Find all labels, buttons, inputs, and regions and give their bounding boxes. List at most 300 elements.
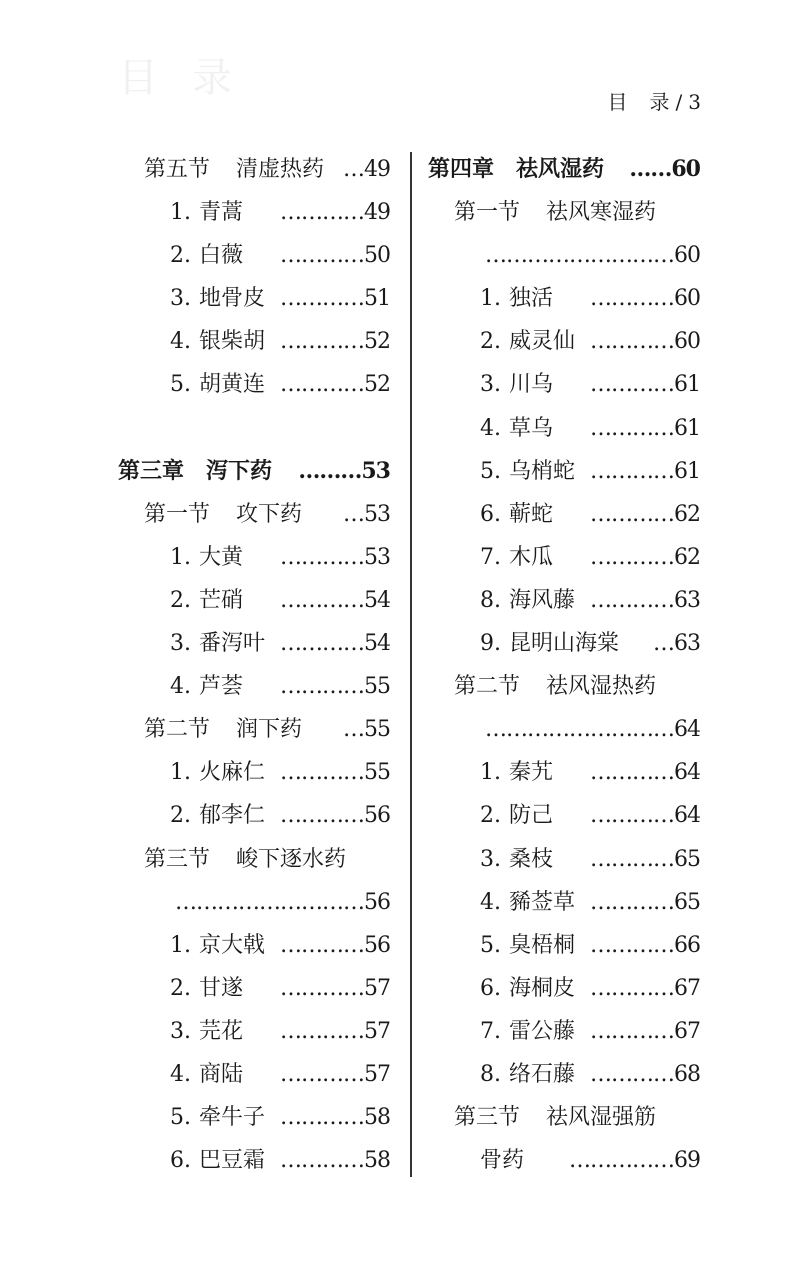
- toc-dots: ……: [629, 156, 672, 182]
- toc-entry-name: 白薇: [199, 243, 244, 269]
- toc-item: [118, 1053, 390, 1096]
- toc-item: [428, 450, 700, 493]
- toc-dots: …………: [280, 587, 364, 613]
- toc-entry-title: [170, 234, 243, 277]
- toc-dots: …………: [280, 286, 364, 312]
- toc-entry-title: [170, 191, 243, 234]
- toc-entry-title: [480, 967, 575, 1010]
- toc-entry-title: [480, 450, 575, 493]
- toc-entry-title: [480, 794, 553, 837]
- toc-entry-name: 芒硝: [199, 587, 244, 613]
- toc-page-number: 65: [674, 846, 700, 872]
- toc-dots: ……………: [569, 1148, 674, 1174]
- toc-leader: [590, 407, 700, 450]
- toc-entry-number: 2.: [170, 243, 191, 269]
- toc-leader: [590, 924, 700, 967]
- toc-item: [428, 363, 700, 406]
- toc-dots: …………: [590, 329, 674, 355]
- toc-item: [118, 320, 390, 363]
- toc-entry-title: [170, 1010, 243, 1053]
- toc-dots: …: [653, 631, 674, 657]
- toc-entry-name: 川乌: [509, 372, 554, 398]
- toc-entry-number: 1.: [170, 544, 191, 570]
- toc-dots: …………: [280, 243, 364, 269]
- toc-page-number: 52: [364, 329, 390, 355]
- toc-entry-title: [170, 1096, 265, 1139]
- toc-entry-number: 3.: [480, 846, 501, 872]
- toc-dots: …………: [280, 1148, 364, 1174]
- toc-entry-number: 6.: [170, 1148, 191, 1174]
- toc-entry-number: 6.: [480, 975, 501, 1001]
- toc-cont: [428, 234, 700, 277]
- toc-page-number: 69: [674, 1148, 700, 1174]
- toc-entry-number: 8.: [480, 587, 501, 613]
- toc-item: [428, 536, 700, 579]
- toc-entry-name: 蕲蛇: [509, 501, 554, 527]
- toc-entry-number: 3.: [480, 372, 501, 398]
- toc-entry-title: [480, 924, 575, 967]
- toc-entry-name: 雷公藤: [509, 1018, 576, 1044]
- toc-page-number: 63: [674, 587, 700, 613]
- toc-dots: …: [343, 717, 364, 743]
- toc-page-number: 66: [674, 932, 700, 958]
- toc-entry-title: [454, 191, 656, 234]
- toc-page-number: 60: [674, 329, 700, 355]
- toc-entry-name: 番泻叶: [199, 631, 266, 657]
- toc-leader: [280, 1053, 390, 1096]
- toc-page-number: 61: [674, 415, 700, 441]
- toc-item: [428, 751, 700, 794]
- toc-item: [118, 665, 390, 708]
- toc-dots: …………: [590, 975, 674, 1001]
- toc-dots: …………: [590, 760, 674, 786]
- toc-entry-title: [170, 924, 265, 967]
- toc-entry-name: 骨药: [480, 1148, 525, 1174]
- toc-item: [118, 234, 390, 277]
- toc-section: [118, 493, 390, 536]
- toc-leader: [569, 1139, 700, 1182]
- toc-entry-label: 第三章: [118, 457, 185, 484]
- toc-entry-title: [480, 751, 553, 794]
- toc-entry-name: 防己: [509, 803, 554, 829]
- toc-page-number: 57: [364, 1061, 390, 1087]
- toc-item: [118, 1096, 390, 1139]
- toc-leader: [590, 794, 700, 837]
- toc-entry-number: 8.: [480, 1061, 501, 1087]
- toc-section: [428, 665, 700, 708]
- toc-leader: [280, 234, 390, 277]
- toc-page-number: 61: [674, 372, 700, 398]
- toc-entry-name: 海风藤: [509, 587, 576, 613]
- toc-leader: [590, 579, 700, 622]
- toc-entry-number: 4.: [170, 674, 191, 700]
- toc-entry-title: [480, 1010, 575, 1053]
- toc-entry-number: 5.: [480, 932, 501, 958]
- toc-dots: …: [343, 501, 364, 527]
- toc-entry-number: 4.: [170, 1061, 191, 1087]
- running-head-label: 目 录: [607, 90, 671, 114]
- toc-entry-title: [480, 1053, 575, 1096]
- toc-item: [428, 881, 700, 924]
- toc-dots: …………: [590, 544, 674, 570]
- toc-entry-name: 木瓜: [509, 544, 554, 570]
- toc-entry-title: [480, 536, 553, 579]
- toc-item: [428, 493, 700, 536]
- toc-entry-number: 4.: [480, 889, 501, 915]
- toc-entry-number: 1.: [170, 932, 191, 958]
- toc-entry-number: 3.: [170, 1018, 191, 1044]
- toc-entry-title: [480, 320, 575, 363]
- toc-page-number: 60: [671, 156, 700, 182]
- toc-entry-number: 2.: [480, 329, 501, 355]
- toc-leader: [280, 622, 390, 665]
- toc-entry-title: [144, 493, 302, 536]
- toc-entry-name: 攻下药: [236, 501, 303, 527]
- toc-cont: [118, 881, 390, 924]
- toc-leader: [280, 924, 390, 967]
- toc-entry-number: 1.: [480, 286, 501, 312]
- toc-entry-number: 7.: [480, 1018, 501, 1044]
- toc-entry-name: 清虚热药: [236, 157, 325, 182]
- toc-entry-number: 1.: [170, 760, 191, 786]
- toc-dots: …: [343, 157, 364, 182]
- toc-entry-name: 昆明山海棠: [509, 631, 620, 657]
- toc-dots: …………: [280, 674, 364, 700]
- toc-item: [118, 622, 390, 665]
- toc-entry-name: 京大戟: [199, 932, 266, 958]
- toc-entry-number: 2.: [170, 803, 191, 829]
- toc-entry-number: 3.: [170, 286, 191, 312]
- toc-entry-label: 第一节: [454, 200, 521, 226]
- toc-entry-name: 秦艽: [509, 760, 554, 786]
- toc-entry-label: 第一节: [144, 501, 211, 527]
- toc-dots: …………: [280, 200, 364, 226]
- toc-entry-name: 臭梧桐: [509, 932, 576, 958]
- toc-page-number: 56: [364, 803, 390, 829]
- toc-entry-number: 7.: [480, 544, 501, 570]
- toc-entry-title: [144, 708, 302, 751]
- toc-page-number: 54: [364, 631, 390, 657]
- toc-entry-name: 巴豆霜: [199, 1148, 266, 1174]
- toc-leader: [485, 234, 700, 277]
- toc-entry-number: 4.: [170, 329, 191, 355]
- running-head: [608, 86, 702, 115]
- toc-dots: …………: [280, 329, 364, 355]
- toc-entry-name: 桑枝: [509, 846, 554, 872]
- toc-entry-name: 独活: [509, 286, 554, 312]
- toc-section: [428, 191, 700, 234]
- toc-dots: …………: [280, 760, 364, 786]
- toc-leader: [280, 1096, 390, 1139]
- toc-leader: [590, 967, 700, 1010]
- toc-item: [118, 191, 390, 234]
- toc-leader: [343, 148, 390, 191]
- toc-dots: …………: [590, 932, 674, 958]
- toc-page-number: 64: [674, 803, 700, 829]
- toc-entry-title: [170, 967, 243, 1010]
- toc-leader: [280, 536, 390, 579]
- toc-entry-name: 甘遂: [199, 975, 244, 1001]
- toc-page-number: 56: [364, 889, 390, 915]
- toc-leader: [175, 881, 390, 924]
- toc-dots: …………: [590, 803, 674, 829]
- toc-entry-title: [480, 881, 575, 924]
- toc-section: [118, 708, 390, 751]
- toc-leader: [653, 622, 700, 665]
- toc-entry-number: 3.: [170, 631, 191, 657]
- toc-entry-name: 祛风寒湿药: [546, 200, 657, 226]
- toc-dots: …………: [280, 975, 364, 1001]
- toc-entry-title: [144, 838, 346, 881]
- toc-page-number: 56: [364, 932, 390, 958]
- toc-page-number: 55: [364, 674, 390, 700]
- toc-cont: [428, 708, 700, 751]
- toc-dots: …………: [590, 501, 674, 527]
- toc-leader: [280, 1139, 390, 1182]
- toc-entry-name: 润下药: [236, 717, 303, 743]
- toc-dots: …………: [280, 372, 364, 398]
- toc-item: [118, 794, 390, 837]
- toc-leader: [280, 277, 390, 320]
- toc-item: [428, 924, 700, 967]
- toc-leader: [280, 320, 390, 363]
- toc-item: [428, 1139, 700, 1182]
- toc-entry-title: [480, 493, 553, 536]
- toc-dots: …………: [590, 458, 674, 484]
- page-number: 3: [688, 90, 702, 114]
- toc-item: [118, 579, 390, 622]
- toc-entry-name: 威灵仙: [509, 329, 576, 355]
- toc-entry-number: 1.: [170, 200, 191, 226]
- toc-entry-name: 海桐皮: [509, 975, 576, 1001]
- toc-leader: [298, 450, 390, 493]
- toc-entry-name: 火麻仁: [199, 760, 266, 786]
- column-divider: [410, 152, 412, 1177]
- toc-entry-number: 2.: [170, 975, 191, 1001]
- toc-entry-title: [170, 794, 265, 837]
- toc-entry-name: 地骨皮: [199, 286, 266, 312]
- toc-page-number: 60: [674, 243, 700, 269]
- toc-dots: …………: [590, 1061, 674, 1087]
- toc-entry-name: 大黄: [199, 544, 244, 570]
- toc-dots: …………: [280, 1061, 364, 1087]
- toc-dots: …………: [590, 372, 674, 398]
- toc-entry-title: [170, 665, 243, 708]
- toc-page-number: 67: [674, 1018, 700, 1044]
- toc-leader: [280, 665, 390, 708]
- toc-entry-title: [170, 1139, 265, 1182]
- toc-entry-number: 5.: [170, 1105, 191, 1131]
- watermark-title: 目录: [118, 55, 266, 101]
- toc-entry-number: 5.: [480, 458, 501, 484]
- toc-entry-number: 1.: [480, 760, 501, 786]
- toc-dots: ………………………: [485, 717, 674, 743]
- toc-entry-title: [480, 407, 553, 450]
- toc-leader: [590, 450, 700, 493]
- toc-entry-name: 郁李仁: [199, 803, 266, 829]
- toc-page-number: 57: [364, 975, 390, 1001]
- toc-leader: [485, 708, 700, 751]
- toc-blank: [118, 407, 390, 450]
- toc-entry-name: 乌梢蛇: [509, 458, 576, 484]
- toc-entry-name: 草乌: [509, 415, 554, 441]
- toc-entry-title: [170, 277, 265, 320]
- toc-page-number: 62: [674, 544, 700, 570]
- toc-leader: [280, 794, 390, 837]
- toc-item: [428, 277, 700, 320]
- toc-entry-name: 络石藤: [509, 1061, 576, 1087]
- toc-dots: …………: [590, 1018, 674, 1044]
- toc-item: [428, 320, 700, 363]
- toc-section: [118, 838, 390, 881]
- toc-entry-title: [144, 148, 324, 191]
- toc-page-number: 64: [674, 717, 700, 743]
- toc-leader: [590, 536, 700, 579]
- toc-entry-title: [480, 838, 553, 881]
- toc-leader: [280, 579, 390, 622]
- toc-dots: ………………………: [485, 243, 674, 269]
- toc-page-number: 53: [364, 544, 390, 570]
- toc-entry-name: 祛风湿药: [516, 156, 605, 182]
- toc-entry-name: 胡黄连: [199, 372, 266, 398]
- toc-leader: [280, 363, 390, 406]
- toc-entry-name: 峻下逐水药: [236, 846, 347, 872]
- toc-chapter: [428, 148, 700, 191]
- toc-dots: …………: [280, 544, 364, 570]
- toc-entry-title: [170, 1053, 243, 1096]
- toc-entry-title: [170, 536, 243, 579]
- toc-page-number: 58: [364, 1148, 390, 1174]
- toc-leader: [343, 708, 390, 751]
- toc-page-number: 67: [674, 975, 700, 1001]
- toc-page-number: 58: [364, 1105, 390, 1131]
- toc-page-number: 64: [674, 760, 700, 786]
- toc-dots: …………: [590, 889, 674, 915]
- toc-dots: …………: [280, 932, 364, 958]
- toc-entry-title: [480, 277, 553, 320]
- toc-page-number: 52: [364, 372, 390, 398]
- toc-page-number: 60: [674, 286, 700, 312]
- toc-entry-label: 第三节: [454, 1105, 521, 1131]
- toc-entry-label: 第二节: [144, 717, 211, 743]
- toc-page-number: 51: [364, 286, 390, 312]
- toc-leader: [590, 751, 700, 794]
- toc-leader: [280, 967, 390, 1010]
- toc-item: [428, 1053, 700, 1096]
- toc-entry-title: [170, 363, 265, 406]
- toc-page-number: 55: [364, 760, 390, 786]
- toc-entry-title: [454, 1096, 656, 1139]
- toc-leader: [590, 838, 700, 881]
- toc-left-column: [118, 148, 390, 1182]
- toc-entry-title: [454, 665, 656, 708]
- toc-page-number: 68: [674, 1061, 700, 1087]
- toc-entry-name: 芫花: [199, 1018, 244, 1044]
- toc-page-number: 53: [364, 501, 390, 527]
- toc-leader: [590, 493, 700, 536]
- toc-entry-title: [480, 622, 619, 665]
- toc-leader: [629, 148, 700, 191]
- toc-entry-number: 6.: [480, 501, 501, 527]
- toc-entry-number: 2.: [480, 803, 501, 829]
- toc-entry-name: 豨莶草: [509, 889, 576, 915]
- toc-item: [428, 579, 700, 622]
- toc-entry-label: 第二节: [454, 674, 521, 700]
- toc-entry-name: 青蒿: [199, 200, 244, 226]
- toc-entry-title: [170, 622, 265, 665]
- toc-dots: ………………………: [175, 889, 364, 915]
- toc-chapter: [118, 450, 390, 493]
- toc-entry-name: 祛风湿热药: [546, 674, 657, 700]
- toc-item: [428, 622, 700, 665]
- toc-item: [428, 794, 700, 837]
- toc-dots: …………: [590, 587, 674, 613]
- toc-page-number: 53: [361, 457, 390, 484]
- toc-entry-title: [480, 579, 575, 622]
- toc-item: [118, 536, 390, 579]
- toc-page-number: 62: [674, 501, 700, 527]
- toc-leader: [590, 363, 700, 406]
- toc-entry-title: [170, 579, 243, 622]
- toc-page-number: 65: [674, 889, 700, 915]
- toc-item: [428, 838, 700, 881]
- toc-entry-number: 4.: [480, 415, 501, 441]
- toc-entry-title: [170, 751, 265, 794]
- toc-page-number: 57: [364, 1018, 390, 1044]
- toc-item: [118, 751, 390, 794]
- toc-dots: ………: [298, 457, 362, 484]
- toc-dots: …………: [280, 1018, 364, 1044]
- toc-dots: …………: [590, 415, 674, 441]
- toc-page-number: 49: [364, 200, 390, 226]
- running-head-separator: /: [675, 90, 684, 114]
- toc-leader: [590, 320, 700, 363]
- toc-leader: [590, 1010, 700, 1053]
- toc-entry-name: 祛风湿强筋: [546, 1105, 657, 1131]
- toc-item: [118, 363, 390, 406]
- toc-entry-name: 牵牛子: [199, 1105, 266, 1131]
- toc-entry-title: [480, 363, 553, 406]
- toc-leader: [590, 881, 700, 924]
- toc-entry-label: 第五节: [144, 157, 211, 182]
- toc-item: [428, 967, 700, 1010]
- toc-section: [428, 1096, 700, 1139]
- toc-entry-number: 5.: [170, 372, 191, 398]
- toc-entry-title: [170, 320, 265, 363]
- toc-leader: [280, 191, 390, 234]
- toc-leader: [343, 493, 390, 536]
- toc-dots: …………: [280, 803, 364, 829]
- toc-item: [118, 924, 390, 967]
- toc-entry-title: [428, 148, 604, 191]
- toc-entry-name: 商陆: [199, 1061, 244, 1087]
- toc-entry-number: 9.: [480, 631, 501, 657]
- toc-dots: …………: [590, 846, 674, 872]
- toc-leader: [590, 277, 700, 320]
- toc-page-number: 63: [674, 631, 700, 657]
- toc-entry-label: 第三节: [144, 846, 211, 872]
- toc-item: [118, 277, 390, 320]
- toc-page-number: 50: [364, 243, 390, 269]
- toc-item: [428, 1010, 700, 1053]
- toc-item: [428, 407, 700, 450]
- toc-page-number: 49: [364, 157, 390, 182]
- toc-entry-label: 第四章: [428, 156, 495, 182]
- toc-entry-title: [118, 450, 272, 493]
- toc-leader: [590, 1053, 700, 1096]
- toc-entry-name: 银柴胡: [199, 329, 266, 355]
- toc-leader: [280, 751, 390, 794]
